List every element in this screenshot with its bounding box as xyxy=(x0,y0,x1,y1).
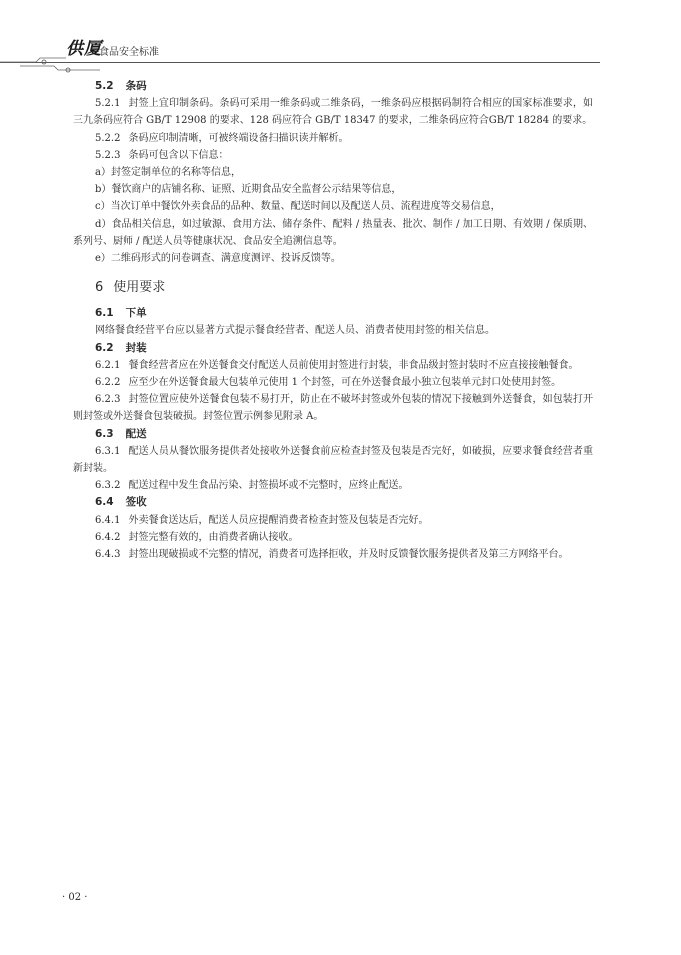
heading-title: 条码 xyxy=(125,80,147,92)
chapter-heading xyxy=(95,277,593,299)
clause-number: 5.2.3 xyxy=(95,149,121,161)
clause-number: 6.2.1 xyxy=(95,359,121,371)
paragraph xyxy=(73,322,593,339)
heading-number: 6.4 xyxy=(95,496,114,509)
paragraph-text: 封签位置应使外送餐食包装不易打开，防止在不破坏封签或外包装的情况下接触到外送餐食，如包装打开则封签或外送餐食包装破损。封签位置示例参见附录 A。 xyxy=(73,394,593,423)
clause-number: 6.2.3 xyxy=(95,394,121,406)
heading-title: 配送 xyxy=(125,427,147,440)
heading-title: 下单 xyxy=(125,307,147,320)
paragraph xyxy=(73,181,593,198)
paragraph xyxy=(73,391,593,425)
paragraph-text: 条码应印制清晰，可被终端设备扫描识读并解析。 xyxy=(128,132,349,144)
paragraph xyxy=(73,198,593,215)
paragraph xyxy=(73,147,593,164)
paragraph xyxy=(73,250,593,267)
heading-number: 6 xyxy=(95,280,104,296)
paragraph-text: a）封签定制单位的名称等信息， xyxy=(95,167,241,179)
paragraph-text: e）二维码形式的问卷调查、满意度测评、投诉反馈等。 xyxy=(95,253,341,265)
paragraph xyxy=(73,477,593,494)
clause-number: 5.2.1 xyxy=(95,98,121,110)
clause-number: 6.3.1 xyxy=(95,445,121,457)
section-heading xyxy=(95,78,593,95)
paragraph xyxy=(73,130,593,147)
document-body xyxy=(73,78,593,563)
clause-number: 6.2.2 xyxy=(95,377,121,389)
circuit-decoration xyxy=(0,54,110,74)
clause-number: 5.2.2 xyxy=(95,132,121,144)
paragraph xyxy=(73,216,593,250)
section-heading xyxy=(95,494,593,511)
section-heading xyxy=(95,305,593,322)
paragraph xyxy=(73,512,593,529)
clause-number: 6.4.2 xyxy=(95,531,121,543)
paragraph-text: 配送人员从餐饮服务提供者处接收外送餐食前应检查封签及包装是否完好，如破损，应要求餐食经营者重新封装。 xyxy=(73,445,593,475)
heading-title: 使用要求 xyxy=(113,280,166,296)
paragraph-text: b）餐饮商户的店铺名称、证照、近期食品安全监督公示结果等信息， xyxy=(95,184,402,196)
section-heading xyxy=(95,426,593,443)
paragraph-text: 应至少在外送餐食最大包装单元使用 1 个封签，可在外送餐食最小独立包装单元封口处使用封签。 xyxy=(128,377,562,389)
paragraph xyxy=(73,374,593,391)
paragraph-text: 封签上宜印制条码。条码可采用一维条码或二维条码，一维条码应根据码制符合相应的国家标准要求，如三九条码应符合 GB/T 12908 的要求、128 码应符合 GB/T 18347 的要求，二维条码应符合GB/T 18284 的要求。 xyxy=(73,98,593,127)
paragraph xyxy=(73,357,593,374)
heading-number: 6.2 xyxy=(95,341,114,354)
clause-number: 6.4.1 xyxy=(95,514,121,526)
clause-number: 6.4.3 xyxy=(95,549,121,561)
clause-number: 6.3.2 xyxy=(95,480,121,492)
heading-number: 6.3 xyxy=(95,427,114,440)
paragraph-text: 配送过程中发生食品污染、封签损坏或不完整时，应终止配送。 xyxy=(128,480,409,492)
heading-number: 6.1 xyxy=(95,307,114,320)
section-heading xyxy=(95,340,593,357)
paragraph-text: 网络餐食经营平台应以显著方式提示餐食经营者、配送人员、消费者使用封签的相关信息。 xyxy=(95,325,495,337)
page-header xyxy=(0,0,681,80)
paragraph-text: c）当次订单中餐饮外卖食品的品种、数量、配送时间以及配送人员、流程进度等交易信息， xyxy=(95,201,501,213)
paragraph-text: 封签完整有效的，由消费者确认接收。 xyxy=(128,531,299,543)
heading-number: 5.2 xyxy=(95,80,114,92)
heading-title: 封装 xyxy=(125,341,147,354)
header-title: 食品安全标准 xyxy=(99,47,159,58)
paragraph-text: 封签出现破损或不完整的情况，消费者可选择拒收，并及时反馈餐饮服务提供者及第三方网络平台。 xyxy=(128,549,569,561)
paragraph xyxy=(73,443,593,477)
paragraph-text: 外卖餐食送达后，配送人员应提醒消费者检查封签及包装是否完好。 xyxy=(128,514,429,526)
paragraph xyxy=(73,529,593,546)
logo: 供厦 xyxy=(66,39,102,59)
paragraph-text: 餐食经营者应在外送餐食交付配送人员前使用封签进行封装，非食品级封签封装时不应直接接触餐食。 xyxy=(128,359,579,371)
paragraph-text: d）食品相关信息，如过敏源、食用方法、储存条件、配料 / 热量表、批次、制作 / 加工日期、有效期 / 保质期、系列号、厨师 / 配送人员等健康状况、食品安全追溯信息等。 xyxy=(73,218,593,247)
paragraph xyxy=(73,546,593,563)
paragraph xyxy=(73,95,593,129)
paragraph xyxy=(73,164,593,181)
heading-title: 签收 xyxy=(125,496,147,509)
paragraph-text: 条码可包含以下信息： xyxy=(128,149,229,161)
page-number: · 02 · xyxy=(62,892,88,903)
